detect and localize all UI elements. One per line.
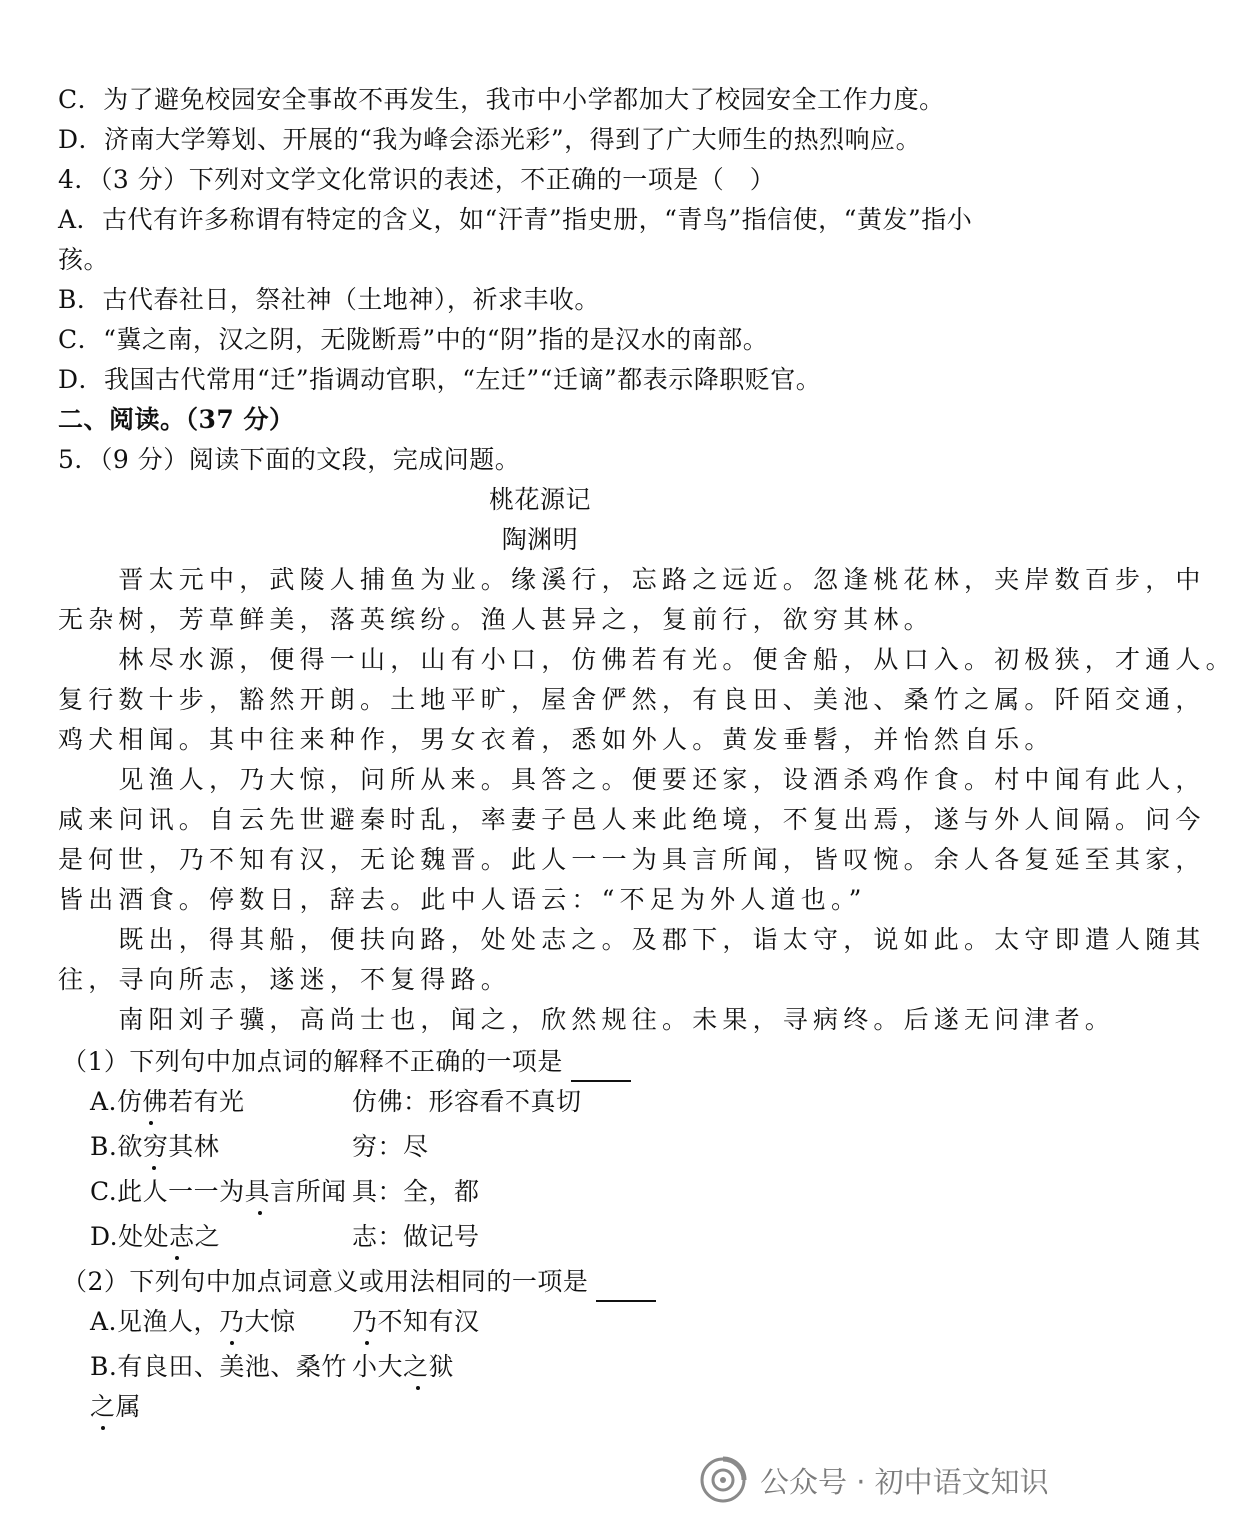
sub2-stem-text: （2）下列句中加点词意义或用法相同的一项是 — [62, 1267, 589, 1296]
emphasis-dot — [416, 1386, 420, 1390]
q4-stem: 4．（3 分）下列对文学文化常识的表述，不正确的一项是（ ） — [58, 165, 776, 194]
q4-option-a-line1: A．古代有许多称谓有特定的含义，如“汗青”指史册，“青鸟”指信使，“黄发”指小 — [58, 205, 973, 234]
sub1-option-b-gloss: 穷：尽 — [352, 1132, 429, 1161]
passage-line: 皆出酒食。停数日，辞去。此中人语云：“不足为外人道也。” — [58, 885, 867, 914]
emphasis-dot — [365, 1341, 369, 1345]
emphasis-dot — [175, 1256, 179, 1260]
passage-line: 南阳刘子骥，高尚士也，闻之，欣然规往。未果，寻病终。后遂无问津者。 — [58, 1005, 1116, 1034]
q4-option-a-line2: 孩。 — [58, 245, 110, 274]
passage-line: 既出，得其船，便扶向路，处处志之。及郡下，诣太守，说如此。太守即遣人随其 — [58, 925, 1206, 954]
emphasis-dot — [152, 1166, 156, 1170]
wechat-official-account-icon — [700, 1457, 746, 1503]
sub2-option-b-left: B.有良田、美池、桑竹 — [90, 1352, 347, 1381]
answer-blank — [596, 1274, 656, 1302]
q4-option-d: D．我国古代常用“迁”指调动官职，“左迁”“迁谪”都表示降职贬官。 — [58, 365, 822, 394]
sub1-stem-text: （1）下列句中加点词的解释不正确的一项是 — [62, 1047, 563, 1076]
q4-option-b: B．古代春社日，祭社神（土地神），祈求丰收。 — [58, 285, 600, 314]
passage-line: 咸来问讯。自云先世避秦时乱，率妻子邑人来此绝境，不复出焉，遂与外人间隔。问今 — [58, 805, 1206, 834]
sub1-option-c-gloss: 具：全，都 — [352, 1177, 480, 1206]
emphasis-dot — [230, 1341, 234, 1345]
sub1-option-d-gloss: 志：做记号 — [352, 1222, 480, 1251]
watermark — [700, 1452, 1049, 1508]
passage-author: 陶渊明 — [501, 525, 579, 554]
passage-line: 无杂树，芳草鲜美，落英缤纷。渔人甚异之，复前行，欲穷其林。 — [58, 605, 934, 634]
sub2-option-b-left-continued: 之属 — [90, 1392, 142, 1421]
watermark-text: 公众号 · 初中语文知识 — [760, 1464, 1049, 1499]
passage-line: 往，寻向所志，遂迷，不复得路。 — [58, 965, 512, 994]
sub1-option-c-sentence: C.此人一一为具言所闻 — [90, 1177, 347, 1206]
passage-line: 复行数十步，豁然开朗。土地平旷，屋舍俨然，有良田、美池、桑竹之属。阡陌交通， — [58, 685, 1206, 714]
sub2-option-a-right: 乃不知有汉 — [352, 1307, 480, 1336]
q4-option-c: C．“冀之南，汉之阴，无陇断焉”中的“阴”指的是汉水的南部。 — [58, 325, 769, 354]
passage-line: 晋太元中，武陵人捕鱼为业。缘溪行，忘路之远近。忽逢桃花林，夹岸数百步，中 — [58, 565, 1206, 594]
answer-blank — [571, 1054, 631, 1082]
passage-line: 鸡犬相闻。其中往来种作，男女衣着，悉如外人。黄发垂髫，并怡然自乐。 — [58, 725, 1055, 754]
sub1-option-b-sentence: B.欲穷其林 — [90, 1132, 220, 1161]
q3-option-c: C．为了避免校园安全事故不再发生，我市中小学都加大了校园安全工作力度。 — [58, 85, 945, 114]
emphasis-dot — [258, 1211, 262, 1215]
passage-line: 是何世，乃不知有汉，无论魏晋。此人一一为具言所闻，皆叹惋。余人各复延至其家， — [58, 845, 1206, 874]
sub2-option-a-left: A.见渔人，乃大惊 — [90, 1307, 296, 1336]
sub2-option-b-right: 小大之狱 — [352, 1352, 455, 1381]
sub1-option-a-sentence: A.仿佛若有光 — [90, 1087, 245, 1116]
passage-line: 见渔人，乃大惊，问所从来。具答之。便要还家，设酒杀鸡作食。村中闻有此人， — [58, 765, 1206, 794]
section-heading: 二、阅读。（37 分） — [58, 405, 295, 434]
sub1-option-d-sentence: D.处处志之 — [90, 1222, 221, 1251]
q5-stem: 5．（9 分）阅读下面的文段，完成问题。 — [58, 445, 521, 474]
emphasis-dot — [101, 1426, 105, 1430]
passage-line: 林尽水源，便得一山，山有小口，仿佛若有光。便舍船，从口入。初极狭，才通人。 — [58, 645, 1236, 674]
sub2-stem — [62, 1262, 1032, 1302]
emphasis-dot — [149, 1121, 153, 1125]
sub1-option-a-gloss: 仿佛：形容看不真切 — [352, 1087, 582, 1116]
q3-option-d: D．济南大学筹划、开展的“我为峰会添光彩”，得到了广大师生的热烈响应。 — [58, 125, 922, 154]
sub1-stem — [62, 1042, 1032, 1082]
passage-title: 桃花源记 — [488, 485, 591, 514]
